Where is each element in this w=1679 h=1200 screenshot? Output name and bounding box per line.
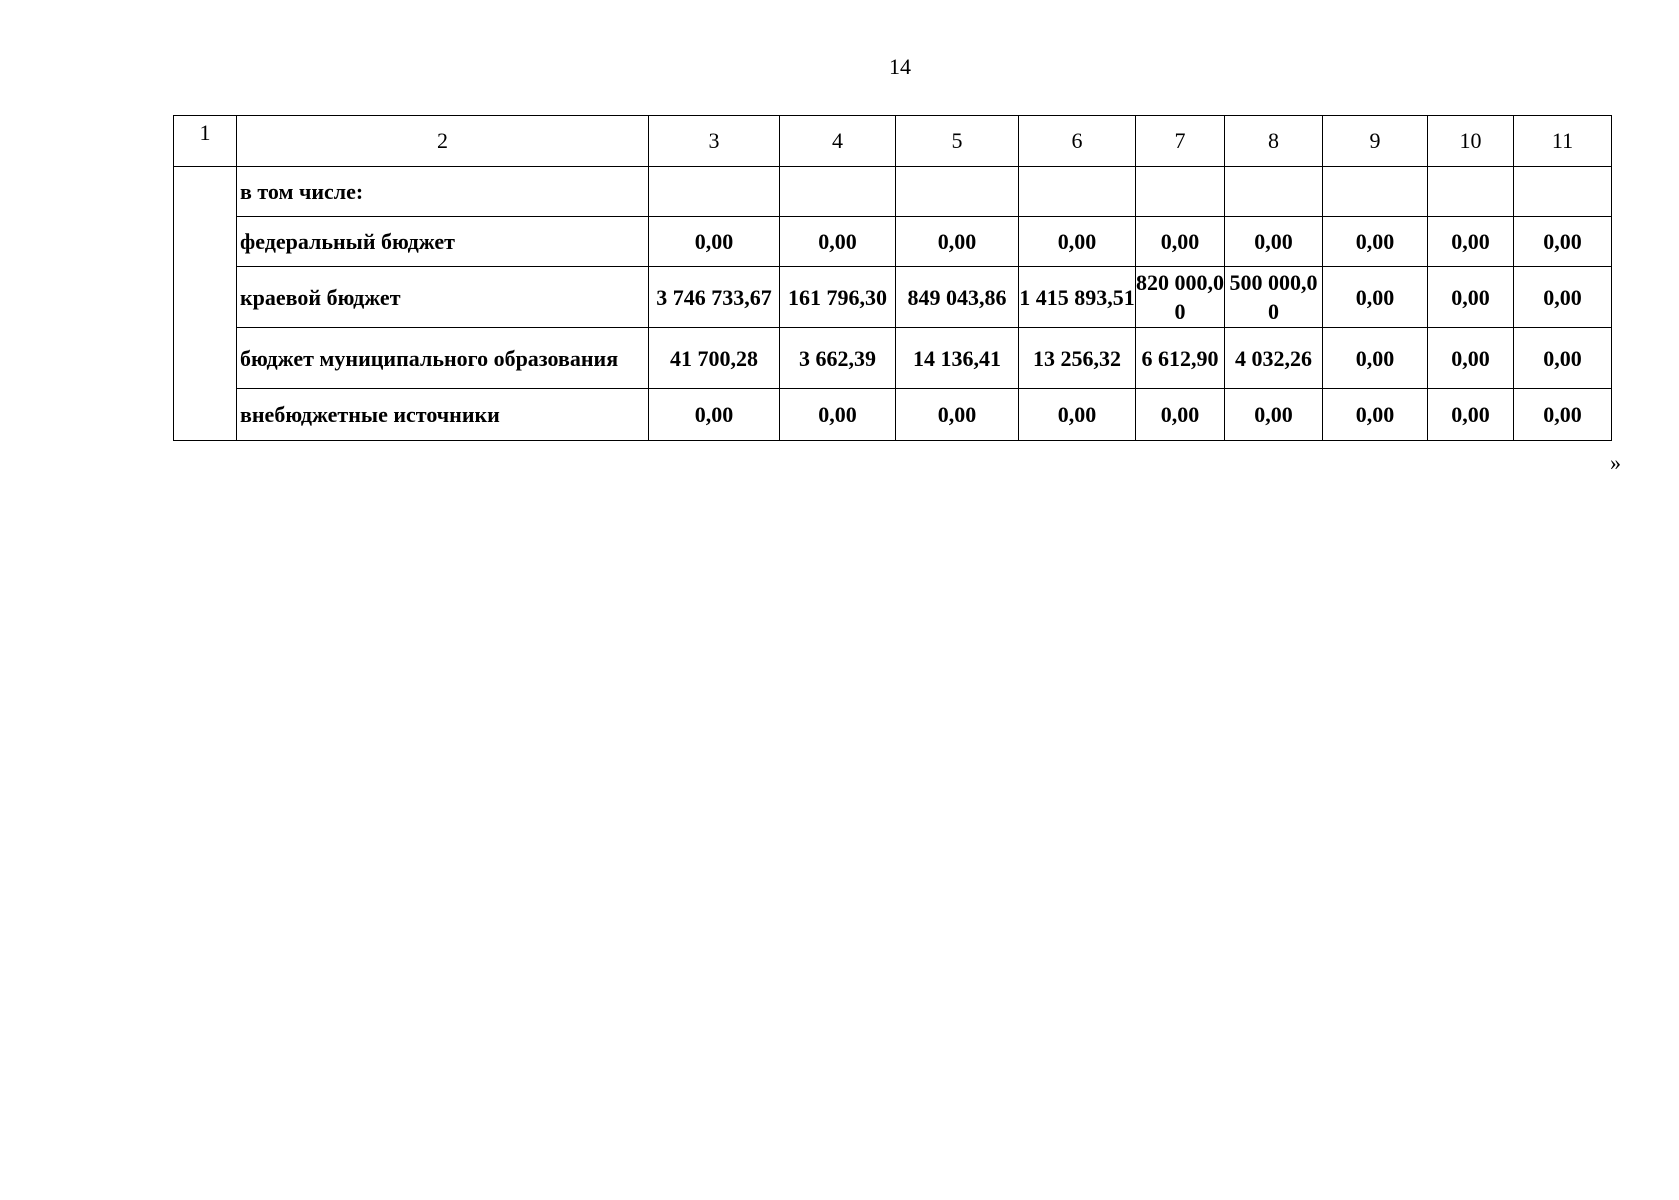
table-cell <box>1323 167 1428 217</box>
table-cell: 6 612,90 <box>1136 328 1225 389</box>
closing-quote: » <box>1610 450 1621 475</box>
table-cell: 0,00 <box>896 217 1019 267</box>
table-row <box>174 267 1612 328</box>
table-cell <box>1514 167 1612 217</box>
table-row <box>174 328 1612 389</box>
table-cell: 820 000,00 <box>1136 267 1225 328</box>
table-cell <box>1136 167 1225 217</box>
table-cell: 0,00 <box>780 217 896 267</box>
table-row <box>174 167 1612 217</box>
table-cell: 0,00 <box>1514 267 1612 328</box>
table-cell: 0,00 <box>896 389 1019 441</box>
table-cell: 3 746 733,67 <box>649 267 780 328</box>
row-label: федеральный бюджет <box>237 217 649 267</box>
table-header-cell: 10 <box>1428 116 1514 167</box>
table-cell <box>1428 167 1514 217</box>
table-cell: 0,00 <box>1428 389 1514 441</box>
table-header-cell: 3 <box>649 116 780 167</box>
page-number: 14 <box>889 54 911 79</box>
table-cell: 14 136,41 <box>896 328 1019 389</box>
budget-table <box>173 115 1612 441</box>
table-header-cell: 2 <box>237 116 649 167</box>
table-cell: 0,00 <box>1323 267 1428 328</box>
table-cell: 0,00 <box>1323 217 1428 267</box>
table-row <box>174 217 1612 267</box>
table-header-cell: 4 <box>780 116 896 167</box>
table-cell: 161 796,30 <box>780 267 896 328</box>
table-cell: 0,00 <box>1323 328 1428 389</box>
table-cell <box>1225 167 1323 217</box>
merged-number-cell <box>174 167 237 441</box>
table-cell: 0,00 <box>1514 328 1612 389</box>
table-cell: 0,00 <box>1019 217 1136 267</box>
table-header-cell: 7 <box>1136 116 1225 167</box>
table-row <box>174 389 1612 441</box>
table-cell: 0,00 <box>1136 217 1225 267</box>
table-cell <box>780 167 896 217</box>
table-header-cell: 9 <box>1323 116 1428 167</box>
table-cell: 0,00 <box>1136 389 1225 441</box>
table-header-cell: 5 <box>896 116 1019 167</box>
table-header-cell: 8 <box>1225 116 1323 167</box>
table-header-cell: 11 <box>1514 116 1612 167</box>
table-cell: 1 415 893,51 <box>1019 267 1136 328</box>
table-cell: 0,00 <box>649 217 780 267</box>
table-cell <box>1019 167 1136 217</box>
table-cell: 3 662,39 <box>780 328 896 389</box>
table-cell <box>896 167 1019 217</box>
table-header-row <box>174 116 1612 167</box>
table-cell: 0,00 <box>1323 389 1428 441</box>
table-cell: 0,00 <box>1428 328 1514 389</box>
table-cell <box>649 167 780 217</box>
table-cell: 4 032,26 <box>1225 328 1323 389</box>
row-label: внебюджетные источники <box>237 389 649 441</box>
table-cell: 13 256,32 <box>1019 328 1136 389</box>
row-label: краевой бюджет <box>237 267 649 328</box>
table-cell: 0,00 <box>1514 217 1612 267</box>
row-label: в том числе: <box>237 167 649 217</box>
table-cell: 0,00 <box>1514 389 1612 441</box>
table-cell: 849 043,86 <box>896 267 1019 328</box>
table-cell: 41 700,28 <box>649 328 780 389</box>
table-cell: 0,00 <box>1019 389 1136 441</box>
table-cell: 0,00 <box>1428 217 1514 267</box>
table-header-cell: 6 <box>1019 116 1136 167</box>
table-cell: 0,00 <box>1225 389 1323 441</box>
table-cell: 0,00 <box>649 389 780 441</box>
table-cell: 500 000,00 <box>1225 267 1323 328</box>
table-cell: 0,00 <box>1428 267 1514 328</box>
table-cell: 0,00 <box>780 389 896 441</box>
table-header-cell: 1 <box>174 116 237 167</box>
table-cell: 0,00 <box>1225 217 1323 267</box>
row-label: бюджет муниципального образования <box>237 328 649 389</box>
